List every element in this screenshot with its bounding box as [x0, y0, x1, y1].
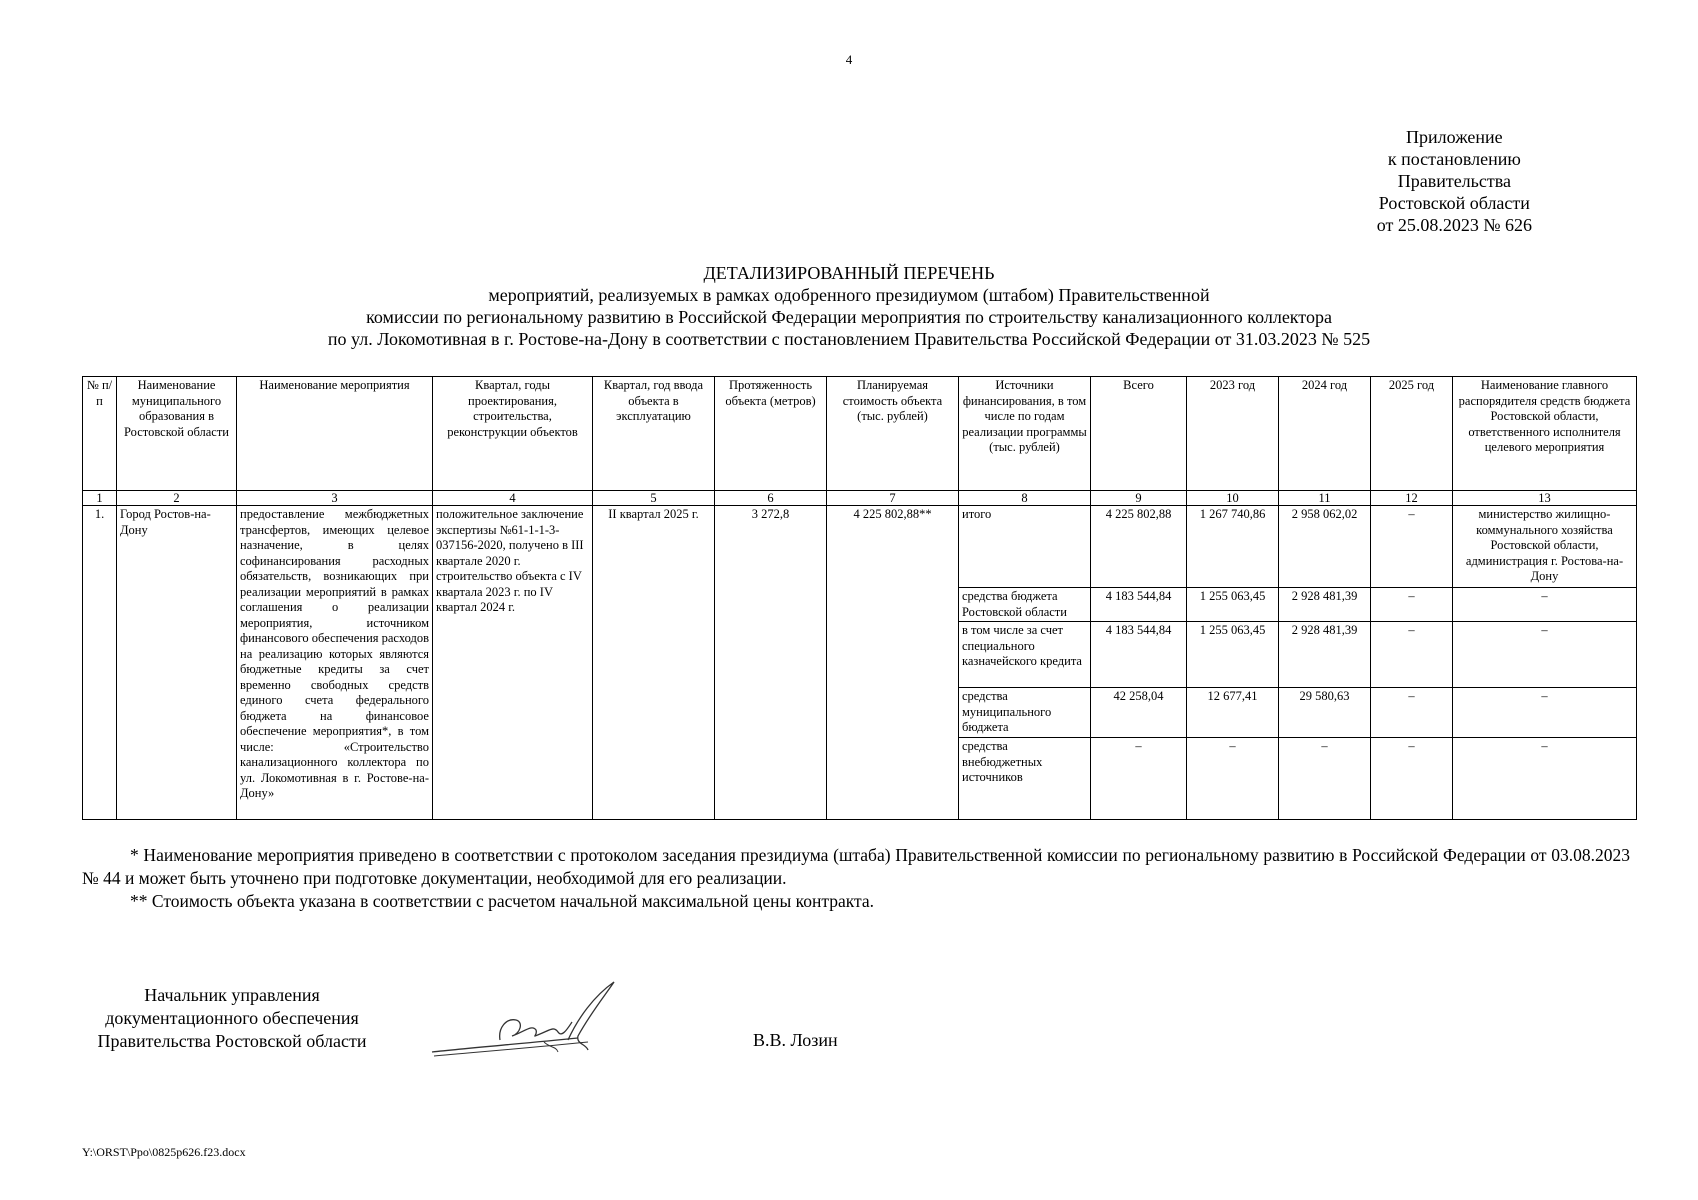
table-row — [83, 506, 1637, 588]
length-cell: 3 272,8 — [715, 506, 827, 820]
source-name-cell: средства внебюджетных источников — [959, 738, 1091, 820]
header-cell: Наименование муниципального образования в Ростовской области — [117, 377, 237, 491]
source-name-cell: итого — [959, 506, 1091, 588]
title-line: комиссии по региональному развитию в Российской Федерации мероприятия по строительству канализационного коллектора — [366, 307, 1332, 327]
year-2024-cell: 2 928 481,39 — [1279, 588, 1371, 622]
header-cell: 2025 год — [1371, 377, 1453, 491]
total-cell: 4 183 544,84 — [1091, 622, 1187, 688]
column-number: 3 — [237, 491, 433, 506]
signatory-title-line: Правительства Ростовской области — [97, 1031, 367, 1051]
year-2024-cell: 29 580,63 — [1279, 688, 1371, 738]
header-cell: Квартал, годы проектирования, строительства, реконструкции объектов — [433, 377, 593, 491]
year-2023-cell: 1 255 063,45 — [1187, 588, 1279, 622]
total-cell: 4 225 802,88 — [1091, 506, 1187, 588]
year-2023-cell: 1 255 063,45 — [1187, 622, 1279, 688]
year-2025-cell: – — [1371, 688, 1453, 738]
title-main: ДЕТАЛИЗИРОВАННЫЙ ПЕРЕЧЕНЬ — [703, 263, 995, 283]
signatory-name: В.В. Лозин — [753, 1030, 838, 1050]
handwritten-signature — [428, 978, 638, 1062]
appendix-block — [1232, 126, 1532, 236]
year-2023-cell: 12 677,41 — [1187, 688, 1279, 738]
planned-cost-cell: 4 225 802,88** — [827, 506, 959, 820]
manager-cell: – — [1453, 688, 1637, 738]
appendix-line: Приложение — [1406, 127, 1503, 147]
footnote: * Наименование мероприятия приведено в соответствии с протоколом заседания президиума (штаба) Правительственной комиссии по региональному развитию в Российской Федерации от 03.08.2023 № 44 и может быть уточнено при подготовке документации, необходимой для его реализации. — [82, 845, 1630, 888]
year-2025-cell: – — [1371, 738, 1453, 820]
column-number: 13 — [1453, 491, 1637, 506]
year-2023-cell: – — [1187, 738, 1279, 820]
document-title — [0, 262, 1698, 350]
page-number: 4 — [845, 52, 853, 67]
header-cell: 2024 год — [1279, 377, 1371, 491]
design-years-cell: положительное заключение экспертизы №61-1-1-3-037156-2020, получено в III квартале 2020 г. строительство объекта с IV квартала 2023 г. по IV квартал 2024 г. — [433, 506, 593, 820]
total-cell: – — [1091, 738, 1187, 820]
footnotes — [82, 844, 1630, 913]
year-2025-cell: – — [1371, 506, 1453, 588]
column-number: 4 — [433, 491, 593, 506]
appendix-line: Правительства — [1397, 171, 1511, 191]
signatory-title — [82, 984, 382, 1053]
year-2024-cell: 2 928 481,39 — [1279, 622, 1371, 688]
manager-cell: – — [1453, 622, 1637, 688]
appendix-line: Ростовской области — [1378, 193, 1530, 213]
column-number: 9 — [1091, 491, 1187, 506]
column-number: 2 — [117, 491, 237, 506]
signatory-title-line: Начальник управления — [144, 985, 320, 1005]
footnote: ** Стоимость объекта указана в соответствии с расчетом начальной максимальной цены контракта. — [130, 891, 875, 911]
municipality-cell: Город Ростов-на-Дону — [117, 506, 237, 820]
appendix-line: от 25.08.2023 № 626 — [1376, 215, 1532, 235]
total-cell: 4 183 544,84 — [1091, 588, 1187, 622]
header-cell: Протяженность объекта (метров) — [715, 377, 827, 491]
title-line: по ул. Локомотивная в г. Ростове-на-Дону в соответствии с постановлением Правительства Российской Федерации от 31.03.2023 № 525 — [327, 329, 1371, 349]
header-row — [83, 377, 1637, 491]
header-cell: Квартал, год ввода объекта в эксплуатацию — [593, 377, 715, 491]
year-2024-cell: – — [1279, 738, 1371, 820]
header-cell: 2023 год — [1187, 377, 1279, 491]
column-number-row — [83, 491, 1637, 506]
source-name-cell: средства муниципального бюджета — [959, 688, 1091, 738]
signatory-title-line: документационного обеспечения — [105, 1008, 359, 1028]
manager-cell: – — [1453, 738, 1637, 820]
column-number: 6 — [715, 491, 827, 506]
manager-cell: министерство жилищно-коммунального хозяйства Ростовской области, администрация г. Ростова-на-Дону — [1453, 506, 1637, 588]
total-cell: 42 258,04 — [1091, 688, 1187, 738]
source-name-cell: средства бюджета Ростовской области — [959, 588, 1091, 622]
commissioning-cell: II квартал 2025 г. — [593, 506, 715, 820]
year-2023-cell: 1 267 740,86 — [1187, 506, 1279, 588]
source-name-cell: в том числе за счет специального казначейского кредита — [959, 622, 1091, 688]
header-cell: Наименование мероприятия — [237, 377, 433, 491]
year-2025-cell: – — [1371, 622, 1453, 688]
year-2025-cell: – — [1371, 588, 1453, 622]
header-cell: Всего — [1091, 377, 1187, 491]
header-cell: № п/п — [83, 377, 117, 491]
row-number: 1. — [83, 506, 117, 820]
appendix-line: к постановлению — [1387, 149, 1521, 169]
file-path: Y:\ORST\Ppo\0825p626.f23.docx — [82, 1145, 246, 1159]
year-2024-cell: 2 958 062,02 — [1279, 506, 1371, 588]
events-table — [82, 376, 1637, 820]
title-line: мероприятий, реализуемых в рамках одобренного президиумом (штабом) Правительственной — [488, 285, 1210, 305]
header-cell: Наименование главного распорядителя средств бюджета Ростовской области, ответственного исполнителя целевого мероприятия — [1453, 377, 1637, 491]
header-cell: Планируемая стоимость объекта (тыс. рублей) — [827, 377, 959, 491]
column-number: 8 — [959, 491, 1091, 506]
column-number: 7 — [827, 491, 959, 506]
column-number: 11 — [1279, 491, 1371, 506]
column-number: 5 — [593, 491, 715, 506]
column-number: 12 — [1371, 491, 1453, 506]
header-cell: Источники финансирования, в том числе по годам реализации программы (тыс. рублей) — [959, 377, 1091, 491]
column-number: 10 — [1187, 491, 1279, 506]
event-cell: предоставление межбюджетных трансфертов, имеющих целевое назначение, в целях софинансирования расходных обязательств, возникающих при реализации мероприятий в рамках соглашения о реализации мероприятия, источником финансового обеспечения расходов на реализацию которых являются бюджетные кредиты за счет временно свободных средств единого счета федерального бюджета на финансовое обеспечение мероприятия*, в том числе: «Строительство канализационного коллектора по ул. Локомотивная в г. Ростове-на-Дону» — [237, 506, 433, 820]
column-number: 1 — [83, 491, 117, 506]
manager-cell: – — [1453, 588, 1637, 622]
